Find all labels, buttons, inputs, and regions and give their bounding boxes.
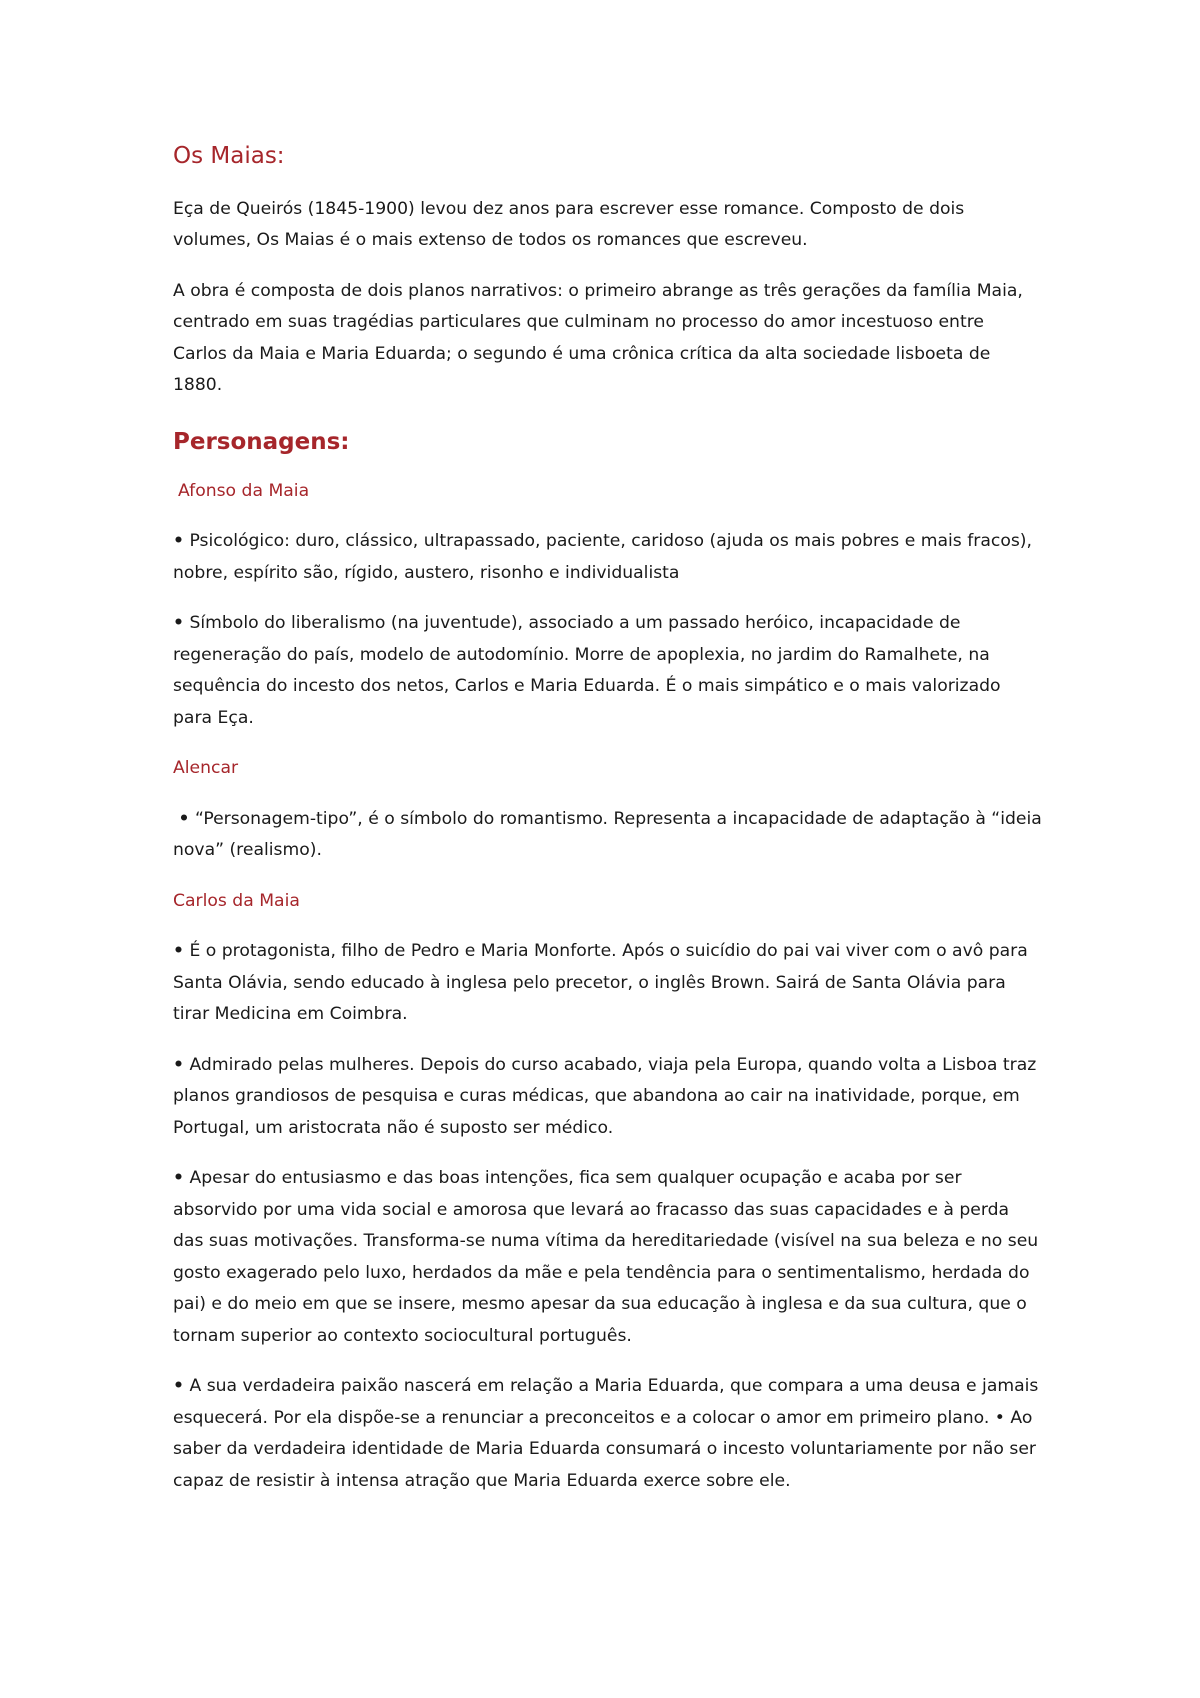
- bullet-paragraph: [173, 1163, 1043, 1352]
- character-name-afonso: Afonso da Maia: [178, 480, 310, 501]
- characters-heading: Personagens:: [173, 428, 350, 455]
- bullet-paragraph: [173, 936, 1043, 1031]
- bullet-icon: •: [173, 613, 184, 634]
- intro-paragraph-1: Eça de Queirós (1845-1900) levou dez anos para escrever esse romance. Composto de dois volumes, Os Maias é o mais extenso de todos os romances que escreveu.: [173, 198, 965, 251]
- bullet-icon: •: [173, 531, 184, 552]
- document-page: [173, 142, 1043, 1516]
- bullet-paragraph: [173, 804, 1043, 867]
- character-name-carlos: Carlos da Maia: [173, 890, 300, 911]
- bullet-paragraph: [173, 526, 1043, 589]
- bullet-text: É o protagonista, filho de Pedro e Maria Monforte. Após o suicídio do pai vai viver com o avô para Santa Olávia, sendo educado à inglesa pelo precetor, o inglês Brown. Sairá de Santa Olávia para tirar Medicina em Coimbra.: [173, 941, 1028, 1025]
- bullet-text: A sua verdadeira paixão nascerá em relação a Maria Eduarda, que compara a uma deusa e jamais esquecerá. Por ela dispõe-se a renunciar a preconceitos e a colocar o amor em primeiro plano. • Ao saber da verdadeira identidade de Maria Eduarda consumará o incesto voluntariamente por não ser capaz de resistir à intensa atração que Maria Eduarda exerce sobre ele.: [173, 1376, 1039, 1491]
- character-name-alencar: Alencar: [173, 758, 239, 779]
- bullet-text: Admirado pelas mulheres. Depois do curso acabado, viaja pela Europa, quando volta a Lisboa traz planos grandiosos de pesquisa e curas médicas, que abandona ao cair na inatividade, porque, em Portugal, um aristocrata não é suposto ser médico.: [173, 1054, 1037, 1138]
- bullet-paragraph: [173, 608, 1043, 734]
- bullet-icon: •: [178, 808, 190, 829]
- bullet-text: Psicológico: duro, clássico, ultrapassado, paciente, caridoso (ajuda os mais pobres e mais fracos), nobre, espírito são, rígido, austero, risonho e individualista: [173, 531, 1032, 583]
- bullet-icon: •: [173, 941, 184, 962]
- document-title: Os Maias:: [173, 143, 285, 169]
- bullet-icon: •: [173, 1376, 184, 1397]
- bullet-text: “Personagem-tipo”, é o símbolo do romantismo. Representa a incapacidade de adaptação à “ideia nova” (realismo).: [173, 808, 1042, 861]
- bullet-icon: •: [173, 1168, 184, 1189]
- bullet-icon: •: [173, 1054, 184, 1075]
- bullet-text: Símbolo do liberalismo (na juventude), associado a um passado heróico, incapacidade de regeneração do país, modelo de autodomínio. Morre de apoplexia, no jardim do Ramalhete, na sequência do incesto dos netos, Carlos e Maria Eduarda. É o mais simpático e o mais valorizado para Eça.: [173, 613, 1001, 728]
- bullet-paragraph: [173, 1371, 1043, 1497]
- bullet-text: Apesar do entusiasmo e das boas intenções, fica sem qualquer ocupação e acaba por ser absorvido por uma vida social e amorosa que levará ao fracasso das suas capacidades e à perda das suas motivações. Transforma-se numa vítima da hereditariedade (visível na sua beleza e no seu gosto exagerado pelo luxo, herdados da mãe e pela tendência para o sentimentalismo, herdada do pai) e do meio em que se insere, mesmo apesar da sua educação à inglesa e da sua cultura, que o tornam superior ao contexto sociocultural português.: [173, 1168, 1039, 1346]
- intro-paragraph-2: A obra é composta de dois planos narrativos: o primeiro abrange as três gerações da família Maia, centrado em suas tragédias particulares que culminam no processo do amor incestuoso entre Carlos da Maia e Maria Eduarda; o segundo é uma crônica crítica da alta sociedade lisboeta de 1880.: [173, 280, 1023, 396]
- bullet-paragraph: [173, 1050, 1043, 1145]
